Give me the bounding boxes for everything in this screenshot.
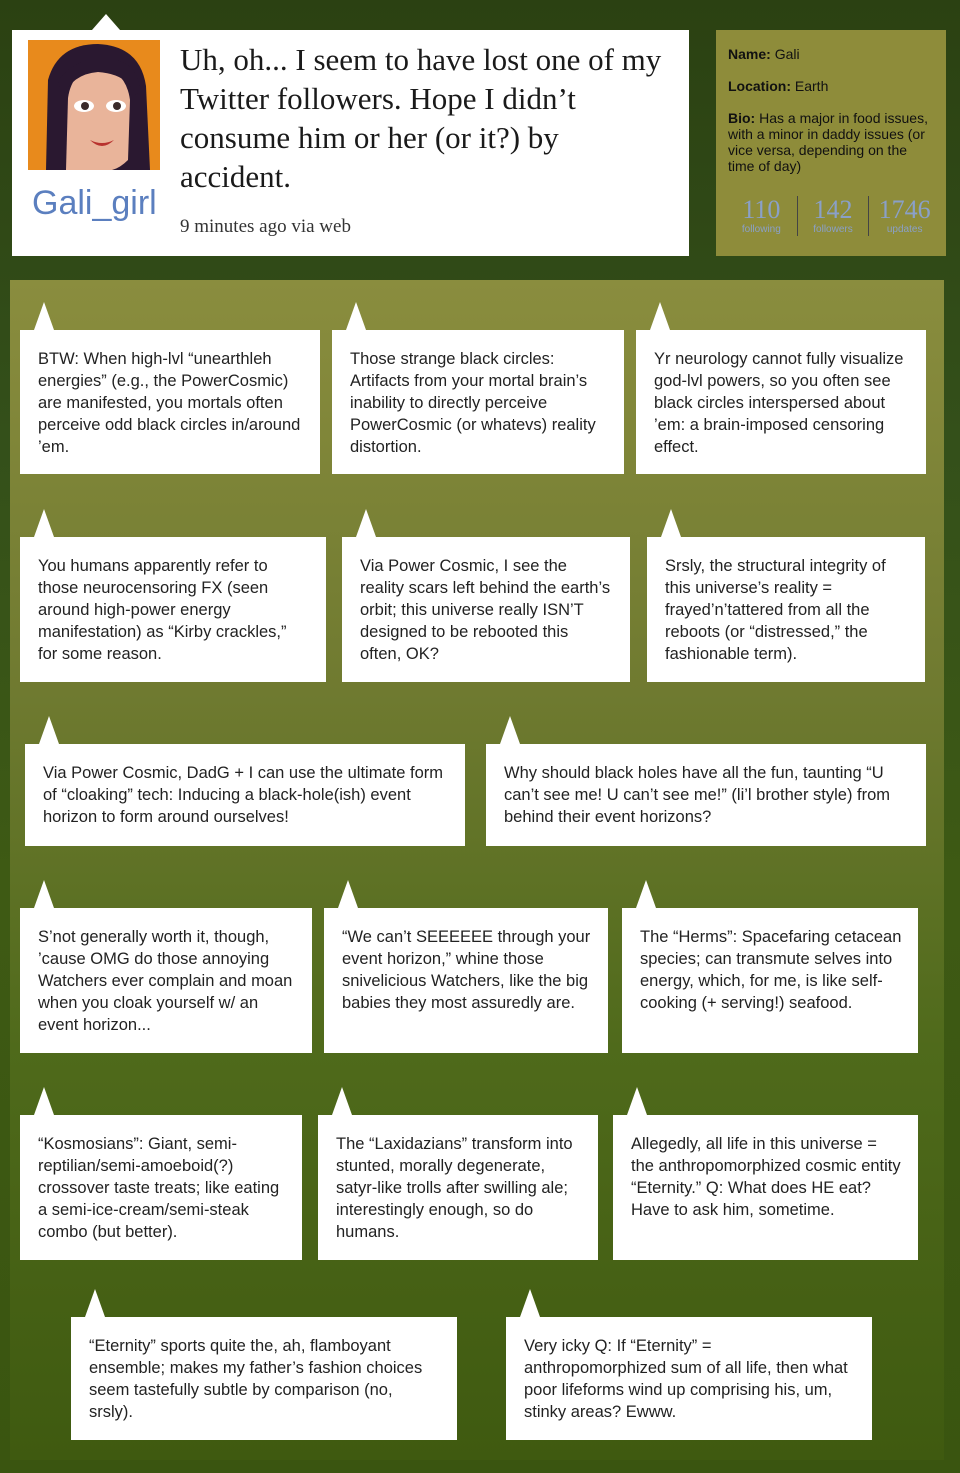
avatar[interactable] [28,40,160,170]
tweet-card [12,30,689,256]
location-label: Location: [728,78,791,94]
profile-bio-row [728,110,934,174]
stat-following-label: following [741,224,781,235]
name-label: Name: [728,46,771,62]
speech-bubble: S’not generally worth it, though, ’cause OMG do those annoying Watchers ever complain and moan when you cloak yourself w/ an event horizon... [20,908,312,1053]
speech-bubble: Allegedly, all life in this universe = the anthropomorphized cosmic entity “Eternity.” Q: What does HE eat? Have to ask him, sometime. [613,1115,918,1260]
speech-bubble: Why should black holes have all the fun, taunting “U can’t see me! U can’t see me!” (li’l brother style) from behind their event horizons? [486,744,926,846]
speech-bubble: The “Laxidazians” transform into stunted, morally degenerate, satyr-like trolls after swilling ale; interestingly enough, so do humans. [318,1115,598,1260]
name-value: Gali [774,46,800,62]
speech-bubble: The “Herms”: Spacefaring cetacean species; can transmute selves into energy, which, for me, is like self-cooking (+ serving!) seafood. [622,908,918,1053]
speech-bubble: Srsly, the structural integrity of this universe’s reality = frayed’n’tattered from all the reboots (or “distressed,” the fashionable term). [647,537,925,682]
stat-updates-label: updates [886,224,923,235]
speech-bubble: Via Power Cosmic, I see the reality scars left behind the earth’s orbit; this universe really ISN’T designed to be rebooted this often, OK? [342,537,630,682]
location-value: Earth [794,78,829,94]
speech-bubble: Yr neurology cannot fully visualize god-lvl powers, so you often see black circles interspersed about ’em: a brain-imposed censoring effect. [636,330,926,474]
profile-name-row [728,46,934,62]
avatar-illustration [28,40,160,170]
stat-updates-count: 1746 [878,195,931,224]
profile-location-row [728,78,934,94]
speech-bubble: Very icky Q: If “Eternity” = anthropomorphized sum of all life, then what poor lifeforms wind up comprising his, um, stinky areas? Ewww. [506,1317,872,1440]
profile-info-card [716,30,946,256]
stat-following[interactable] [726,196,797,236]
bio-label: Bio: [728,110,756,126]
stat-followers-label: followers [813,224,853,235]
username[interactable]: Gali_girl [32,184,157,222]
speech-bubble: “We can’t SEEEEEE through your event horizon,” whine those snivelicious Watchers, like the big babies they most assuredly are. [324,908,608,1053]
stat-updates[interactable] [868,196,940,236]
tweet-text: Uh, oh... I seem to have lost one of my Twitter followers. Hope I didn’t consume him or her (or it?) by accident. [180,42,662,194]
speech-bubble: BTW: When high-lvl “unearthleh energies” (e.g., the PowerCosmic) are manifested, you mortals often perceive odd black circles in/around ’em. [20,330,320,474]
stat-followers-count: 142 [813,195,853,224]
speech-bubble: “Eternity” sports quite the, ah, flamboyant ensemble; makes my father’s fashion choices seem tastefully subtle by comparison (no, srsly). [71,1317,457,1440]
profile-stats [726,196,940,236]
speech-bubble: You humans apparently refer to those neurocensoring FX (seen around high-power energy manifestation) as “Kirby crackles,” for some reason. [20,537,326,682]
speech-bubble: Those strange black circles: Artifacts from your mortal brain’s inability to directly perceive PowerCosmic (or whatevs) reality distortion. [332,330,624,474]
tweet-timestamp[interactable]: 9 minutes ago via web [180,216,351,237]
speech-bubble: Via Power Cosmic, DadG + I can use the ultimate form of “cloaking” tech: Inducing a black-hole(ish) event horizon to form around ourselves! [25,744,465,846]
stat-followers[interactable] [797,196,869,236]
stat-following-count: 110 [742,195,781,224]
speech-bubble: “Kosmosians”: Giant, semi-reptilian/semi-amoeboid(?) crossover taste treats; like eating a semi-ice-cream/semi-steak combo (but better). [20,1115,302,1260]
bio-value: Has a major in food issues, with a minor in daddy issues (or vice versa, depending on the time of day) [728,110,928,174]
